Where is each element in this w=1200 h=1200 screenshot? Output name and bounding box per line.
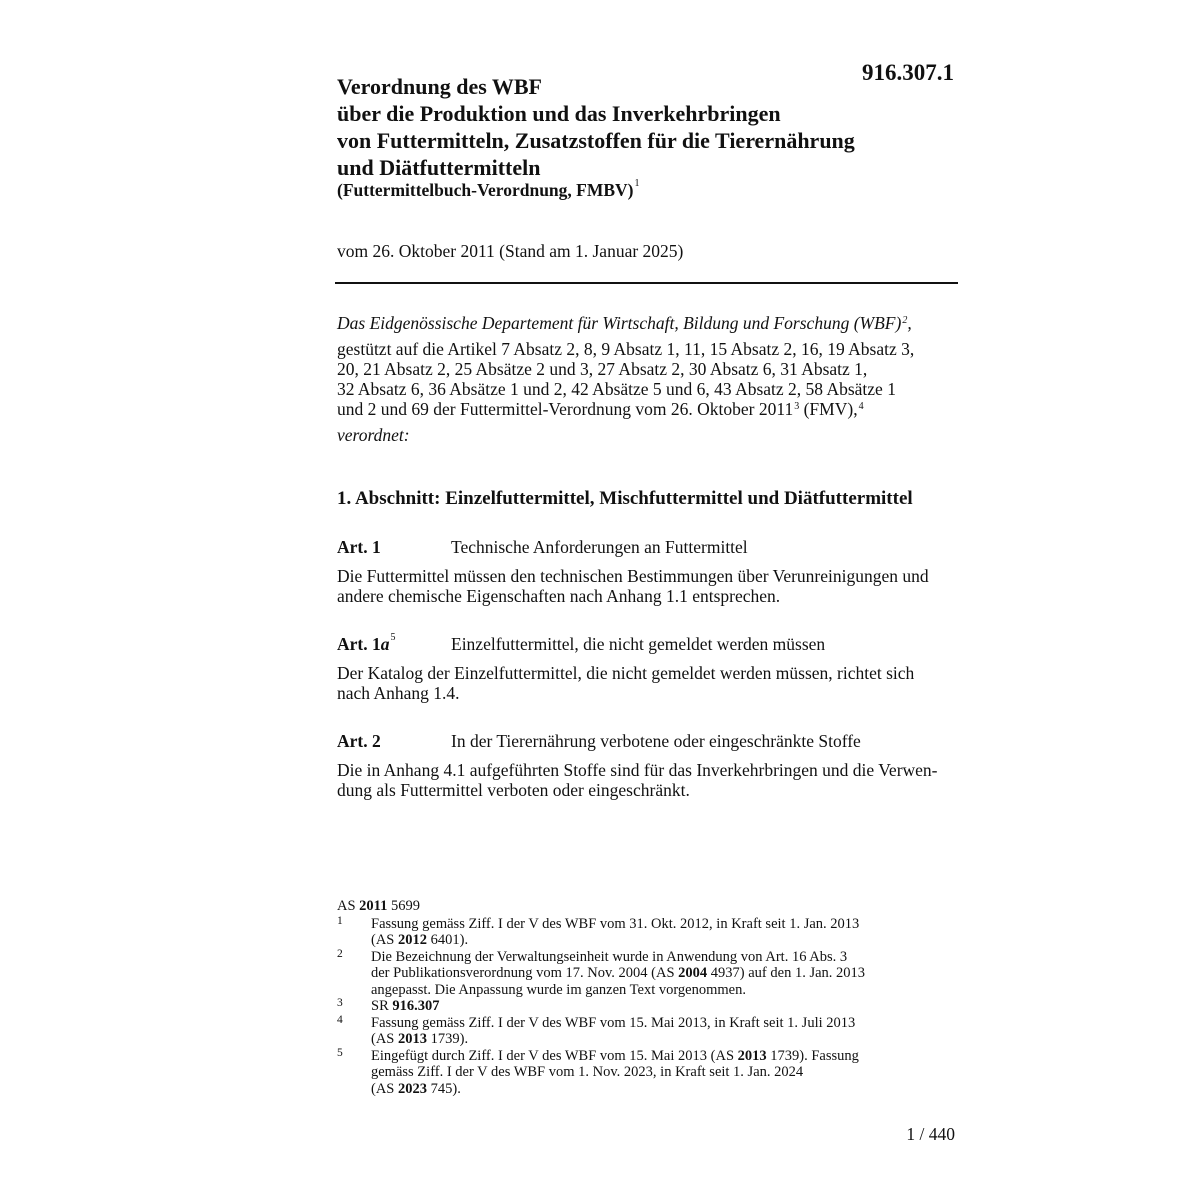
fn-text: 1739). Fassung <box>766 1047 859 1064</box>
section-heading: 1. Abschnitt: Einzelfuttermittel, Mischfuttermittel und Diätfuttermittel <box>337 488 913 509</box>
legal-basis-line: gestützt auf die Artikel 7 Absatz 2, 8, 9 Absatz 1, 11, 15 Absatz 2, 16, 19 Absatz 3, <box>337 339 915 359</box>
fn-text: 1739). <box>427 1031 469 1047</box>
article-number <box>337 634 395 655</box>
as-page: 5699 <box>387 898 420 914</box>
as-year: 2011 <box>359 898 388 914</box>
title-line: über die Produktion und das Inverkehrbringen <box>337 101 781 126</box>
article-title: In der Tierernährung verbotene oder eingeschränkte Stoffe <box>451 731 861 751</box>
footnote-line <box>371 932 937 949</box>
footnote-number: 1 <box>337 914 343 927</box>
sr-number: 916.307.1 <box>862 60 954 85</box>
article-text-line: Der Katalog der Einzelfuttermittel, die nicht gemeldet werden müssen, richtet sich <box>337 663 915 683</box>
fn-text: (AS <box>371 1031 398 1047</box>
fn-bold: 2013 <box>398 1031 427 1047</box>
fn-bold: 2013 <box>737 1047 767 1064</box>
article-title: Einzelfuttermittel, die nicht gemeldet werden müssen <box>451 634 826 654</box>
horizontal-rule <box>335 282 958 284</box>
article-2 <box>337 731 955 800</box>
footnote-line <box>371 965 937 982</box>
fn-bold: 2004 <box>678 965 708 981</box>
page-number: 1 / 440 <box>906 1124 955 1144</box>
title-line: von Futtermitteln, Zusatzstoffen für die Tierernährung <box>337 128 855 153</box>
footnote-2 <box>337 949 937 999</box>
footnote-line: Fassung gemäss Ziff. I der V des WBF vom 15. Mai 2013, in Kraft seit 1. Juli 2013 <box>371 1014 856 1031</box>
footnote-line <box>371 1081 937 1098</box>
footnote-number: 4 <box>337 1013 343 1026</box>
footnote-ref-4[interactable]: 4 <box>858 401 864 412</box>
footnote-number: 2 <box>337 947 343 960</box>
article-text-line: Die Futtermittel müssen den technischen Bestimmungen über Verunreinigungen und <box>337 566 929 586</box>
footnote-line: gemäss Ziff. I der V des WBF vom 1. Nov. 2023, in Kraft seit 1. Jan. 2024 <box>371 1064 804 1080</box>
fn-text: SR <box>371 998 393 1014</box>
short-title-text: (Futtermittelbuch-Verordnung, FMBV) <box>337 180 634 200</box>
fn-bold: 2012 <box>398 932 427 948</box>
date-line: vom 26. Oktober 2011 (Stand am 1. Januar 2025) <box>337 241 684 261</box>
short-title <box>337 180 640 201</box>
issuing-authority <box>337 313 957 333</box>
footnote-ref-5[interactable]: 5 <box>390 632 396 643</box>
footnote-4 <box>337 1015 937 1048</box>
legal-basis-line: 32 Absatz 6, 36 Absätze 1 und 2, 42 Absätze 5 und 6, 43 Absatz 2, 58 Absätze 1 <box>337 379 896 399</box>
footnote-ref-2[interactable]: 2 <box>902 315 908 326</box>
article-number: Art. 1 <box>337 537 381 557</box>
fn-text: (AS <box>371 932 398 948</box>
fn-text: Eingefügt durch Ziff. I der V des WBF vom 15. Mai 2013 (AS <box>371 1047 738 1064</box>
footnote-line: Fassung gemäss Ziff. I der V des WBF vom 31. Okt. 2012, in Kraft seit 1. Jan. 2013 <box>371 915 860 932</box>
title-line: Verordnung des WBF <box>337 74 542 99</box>
footnote-line <box>371 1031 937 1048</box>
basis-last-suffix: (FMV), <box>799 399 858 419</box>
article-text-line: nach Anhang 1.4. <box>337 683 460 703</box>
article-text-line: Die in Anhang 4.1 aufgeführten Stoffe sind für das Inverkehrbringen und die Verwen- <box>337 760 938 780</box>
preamble <box>337 313 957 445</box>
article-number-suffix: a <box>380 634 390 654</box>
official-collection-ref <box>337 898 937 915</box>
title-line: und Diätfuttermitteln <box>337 155 541 180</box>
article-text-line: andere chemische Eigenschaften nach Anhang 1.1 entsprechen. <box>337 586 781 606</box>
footnote-ref-1[interactable]: 1 <box>634 178 640 189</box>
authority-text: Das Eidgenössische Departement für Wirtschaft, Bildung und Forschung (WBF) <box>337 313 902 333</box>
footnote-number: 5 <box>337 1046 343 1059</box>
article-number-main: Art. 1 <box>337 634 381 654</box>
article-text <box>337 760 955 800</box>
legal-basis-line <box>337 399 957 419</box>
footnote-line: angepasst. Die Anpassung wurde im ganzen Text vorgenommen. <box>371 981 746 998</box>
document-title <box>337 73 937 181</box>
article-text-line: dung als Futtermittel verboten oder eingeschränkt. <box>337 780 690 800</box>
fn-text: (AS <box>371 1080 398 1097</box>
footnote-number: 3 <box>337 997 343 1009</box>
article-1a <box>337 634 955 703</box>
article-number: Art. 2 <box>337 731 381 751</box>
article-text <box>337 663 955 703</box>
footnote-ref-3[interactable]: 3 <box>794 401 800 412</box>
enacting-clause: verordnet: <box>337 425 410 445</box>
footnotes <box>337 898 937 1097</box>
article-1 <box>337 537 955 606</box>
footnote-line: Die Bezeichnung der Verwaltungseinheit wurde in Anwendung von Art. 16 Abs. 3 <box>371 948 848 965</box>
fn-text: der Publikationsverordnung vom 17. Nov. 2004 (AS <box>371 965 679 981</box>
article-title: Technische Anforderungen an Futtermittel <box>451 537 748 557</box>
footnote-5 <box>337 1048 937 1098</box>
authority-suffix: , <box>907 313 912 333</box>
article-text <box>337 566 955 606</box>
footnote-3 <box>337 998 937 1015</box>
footnote-line <box>371 1048 937 1065</box>
footnote-1 <box>337 916 937 949</box>
basis-last-text: und 2 und 69 der Futtermittel-Verordnung vom 26. Oktober 2011 <box>337 399 794 419</box>
fn-text: 6401). <box>427 932 469 948</box>
fn-bold: 916.307 <box>392 998 440 1014</box>
fn-text: 4937) auf den 1. Jan. 2013 <box>707 965 866 981</box>
fn-text: 745). <box>427 1080 461 1097</box>
as-prefix: AS <box>337 898 360 914</box>
legal-basis-line: 20, 21 Absatz 2, 25 Absätze 2 und 3, 27 Absatz 2, 30 Absatz 6, 31 Absatz 1, <box>337 359 868 379</box>
fn-bold: 2023 <box>398 1080 427 1097</box>
footnote-line <box>371 998 937 1015</box>
